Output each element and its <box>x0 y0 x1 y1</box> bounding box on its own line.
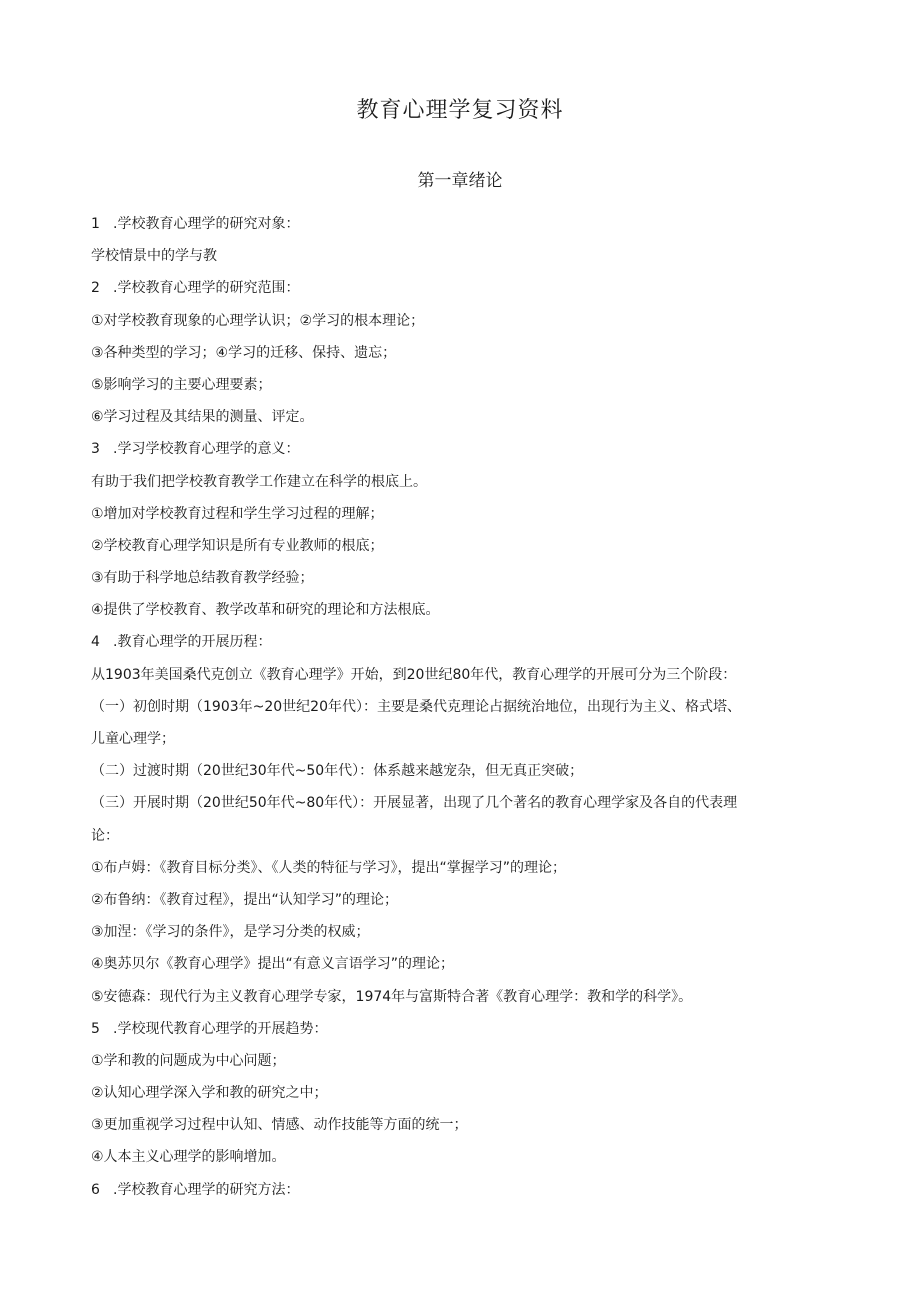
text-line <box>91 1141 831 1173</box>
line-text: ③加涅：《学习的条件》，是学习分类的权威； <box>91 924 370 941</box>
line-text: ①布卢姆：《教育目标分类》、《人类的特征与学习》，提出“掌握学习”的理论； <box>91 859 567 876</box>
text-line <box>91 1045 831 1077</box>
text-line <box>91 659 831 691</box>
line-text: ②布鲁纳：《教育过程》，提出“认知学习”的理论； <box>91 891 399 908</box>
line-text: 从1903年美国桑代克创立《教育心理学》开始，到20世纪80年代，教育心理学的开展可分为三个阶段： <box>91 666 737 683</box>
question-number: 1 <box>91 216 100 232</box>
text-line <box>91 594 831 626</box>
line-text: ④奥苏贝尔《教育心理学》提出“有意义言语学习”的理论； <box>91 956 455 973</box>
question-heading <box>91 433 831 465</box>
line-text: （一）初创时期（1903年~20世纪20年代）：主要是桑代克理论占据统治地位，出现行为主义、格式塔、 <box>91 698 741 715</box>
text-line <box>91 1109 831 1141</box>
line-text: .教育心理学的开展历程： <box>113 634 272 651</box>
line-text: ④人本主义心理学的影响增加。 <box>91 1149 286 1166</box>
question-heading <box>91 272 831 304</box>
text-line <box>91 820 831 852</box>
line-text: （二）过渡时期（20世纪30年代~50年代）：体系越来越宠杂，但无真正突破； <box>91 763 584 780</box>
line-text: .学校现代教育心理学的开展趋势： <box>113 1020 328 1037</box>
text-line <box>91 369 831 401</box>
question-heading <box>91 1174 831 1206</box>
line-text: 论： <box>91 827 119 844</box>
line-text: ①对学校教育现象的心理学认识；②学习的根本理论； <box>91 312 425 329</box>
question-heading <box>91 626 831 658</box>
text-line <box>91 240 831 272</box>
line-text: .学校教育心理学的研究范围： <box>113 280 300 297</box>
question-number: 2 <box>91 280 100 297</box>
question-number: 6 <box>91 1181 100 1198</box>
line-text: 学校情景中的学与教 <box>91 248 217 265</box>
line-text: ①增加对学校教育过程和学生学习过程的理解； <box>91 505 384 522</box>
text-line <box>91 916 831 948</box>
line-text: ③更加重视学习过程中认知、情感、动作技能等方面的统一； <box>91 1117 468 1134</box>
text-line <box>91 562 831 594</box>
text-line <box>91 884 831 916</box>
text-line <box>91 1077 831 1109</box>
document-title: 教育心理学复习资料 <box>356 98 564 123</box>
text-line <box>91 755 831 787</box>
text-line <box>91 530 831 562</box>
line-text: ③有助于科学地总结教育教学经验； <box>91 570 314 587</box>
text-line <box>91 337 831 369</box>
question-number: 3 <box>91 441 100 458</box>
text-line <box>91 981 831 1013</box>
question-number: 4 <box>91 634 100 651</box>
line-text: ②认知心理学深入学和教的研究之中； <box>91 1085 328 1102</box>
line-text: 有助于我们把学校教育教学工作建立在科学的根底上。 <box>91 473 427 490</box>
text-line <box>91 852 831 884</box>
text-line <box>91 498 831 530</box>
line-text: ④提供了学校教育、教学改革和研究的理论和方法根底。 <box>91 602 440 619</box>
text-line <box>91 787 831 819</box>
text-line <box>91 466 831 498</box>
line-text: .学校教育心理学的研究方法： <box>113 1181 300 1198</box>
text-line <box>91 948 831 980</box>
line-text: ①学和教的问题成为中心问题； <box>91 1052 286 1069</box>
text-line <box>91 305 831 337</box>
question-heading <box>91 208 831 240</box>
line-text: 儿童心理学； <box>91 731 175 747</box>
text-line <box>91 691 831 723</box>
document-body <box>91 208 831 1206</box>
line-text: ⑤影响学习的主要心理要素； <box>91 376 272 393</box>
line-text: .学习学校教育心理学的意义： <box>113 441 300 458</box>
line-text: ③各种类型的学习；④学习的迁移、保持、遗忘； <box>91 344 397 361</box>
question-heading <box>91 1013 831 1045</box>
line-text: ⑥学习过程及其结果的测量、评定。 <box>91 409 314 426</box>
question-number: 5 <box>91 1020 100 1037</box>
line-text: ⑤安德森：现代行为主义教育心理学专家，1974年与富斯特合著《教育心理学：教和学的科学》。 <box>91 988 693 1005</box>
line-text: ②学校教育心理学知识是所有专业教师的根底； <box>91 537 384 554</box>
line-text: （三）开展时期（20世纪50年代~80年代）：开展显著，出现了几个著名的教育心理学家及各自的代表理 <box>91 795 738 812</box>
line-text: .学校教育心理学的研究对象： <box>113 216 300 232</box>
text-line <box>91 401 831 433</box>
text-line <box>91 723 831 755</box>
chapter-title: 第一章绪论 <box>417 171 503 191</box>
